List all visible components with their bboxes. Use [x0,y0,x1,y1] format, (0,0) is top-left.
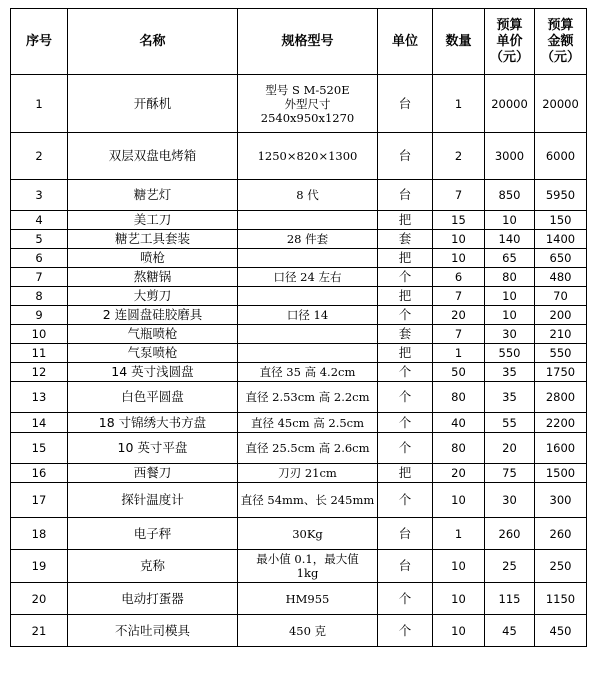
table-row [11,615,587,647]
header-unit-price: 预算 单价 （元） [485,9,535,75]
quantity-cell: 80 [433,433,485,464]
item-name-cell: 西餐刀 [68,464,238,483]
item-name-cell: 熬糖锅 [68,268,238,287]
spec-cell: 28 件套 [238,230,378,249]
item-name-cell: 气瓶喷枪 [68,325,238,344]
unit-price-cell: 65 [485,249,535,268]
item-name-cell: 不沾吐司模具 [68,615,238,647]
item-name-cell: 18 寸锦绣大书方盘 [68,413,238,433]
unit-price-cell: 25 [485,550,535,583]
amount-cell: 150 [535,211,587,230]
spec-cell: 直径 2.53cm 高 2.2cm [238,382,378,413]
unit-cell: 个 [378,382,433,413]
table-row [11,325,587,344]
quantity-cell: 7 [433,287,485,306]
unit-cell: 台 [378,180,433,211]
row-number-cell: 1 [11,75,68,133]
unit-cell: 台 [378,133,433,180]
amount-cell: 70 [535,287,587,306]
item-name-cell: 克称 [68,550,238,583]
quantity-cell: 10 [433,583,485,615]
spec-cell: 口径 24 左右 [238,268,378,287]
budget-sheet [10,8,586,647]
table-row [11,483,587,518]
table-row [11,211,587,230]
unit-price-cell: 10 [485,306,535,325]
row-number-cell: 6 [11,249,68,268]
quantity-cell: 1 [433,344,485,363]
unit-price-cell: 10 [485,287,535,306]
spec-cell: 刀刃 21cm [238,464,378,483]
row-number-cell: 5 [11,230,68,249]
quantity-cell: 7 [433,180,485,211]
quantity-cell: 10 [433,483,485,518]
table-row [11,363,587,382]
quantity-cell: 20 [433,306,485,325]
unit-cell: 把 [378,344,433,363]
spec-cell [238,249,378,268]
unit-price-cell: 260 [485,518,535,550]
spec-cell: 8 代 [238,180,378,211]
spec-cell [238,287,378,306]
unit-cell: 个 [378,413,433,433]
amount-cell: 20000 [535,75,587,133]
amount-cell: 1750 [535,363,587,382]
unit-cell: 把 [378,211,433,230]
row-number-cell: 16 [11,464,68,483]
row-number-cell: 11 [11,344,68,363]
unit-cell: 个 [378,615,433,647]
quantity-cell: 2 [433,133,485,180]
row-number-cell: 10 [11,325,68,344]
item-name-cell: 喷枪 [68,249,238,268]
unit-price-cell: 115 [485,583,535,615]
spec-cell: 直径 35 高 4.2cm [238,363,378,382]
unit-price-cell: 30 [485,325,535,344]
row-number-cell: 20 [11,583,68,615]
amount-cell: 1600 [535,433,587,464]
spec-cell: 直径 45cm 高 2.5cm [238,413,378,433]
spec-cell [238,344,378,363]
row-number-cell: 17 [11,483,68,518]
unit-price-cell: 35 [485,382,535,413]
row-number-cell: 12 [11,363,68,382]
unit-cell: 套 [378,230,433,249]
header-quantity: 数量 [433,9,485,75]
amount-cell: 550 [535,344,587,363]
quantity-cell: 50 [433,363,485,382]
equipment-budget-table [10,8,587,647]
quantity-cell: 7 [433,325,485,344]
quantity-cell: 40 [433,413,485,433]
amount-cell: 210 [535,325,587,344]
unit-cell: 个 [378,433,433,464]
table-row [11,306,587,325]
table-row [11,180,587,211]
spec-cell: 口径 14 [238,306,378,325]
amount-cell: 200 [535,306,587,325]
unit-cell: 个 [378,483,433,518]
item-name-cell: 电子秤 [68,518,238,550]
amount-cell: 1150 [535,583,587,615]
header-spec: 规格型号 [238,9,378,75]
row-number-cell: 3 [11,180,68,211]
item-name-cell: 糖艺工具套装 [68,230,238,249]
unit-price-cell: 55 [485,413,535,433]
unit-cell: 把 [378,249,433,268]
spec-cell: 型号 S M-520E 外型尺寸 2540x950x1270 [238,75,378,133]
table-row [11,464,587,483]
row-number-cell: 2 [11,133,68,180]
item-name-cell: 电动打蛋器 [68,583,238,615]
amount-cell: 260 [535,518,587,550]
item-name-cell: 10 英寸平盘 [68,433,238,464]
quantity-cell: 15 [433,211,485,230]
unit-cell: 把 [378,464,433,483]
unit-price-cell: 75 [485,464,535,483]
unit-price-cell: 30 [485,483,535,518]
spec-cell: 1250×820×1300 [238,133,378,180]
table-body [11,75,587,647]
amount-cell: 2200 [535,413,587,433]
item-name-cell: 气泵喷枪 [68,344,238,363]
table-row [11,382,587,413]
amount-cell: 450 [535,615,587,647]
amount-cell: 5950 [535,180,587,211]
amount-cell: 6000 [535,133,587,180]
item-name-cell: 2 连圆盘硅胶磨具 [68,306,238,325]
amount-cell: 480 [535,268,587,287]
unit-cell: 个 [378,268,433,287]
table-row [11,433,587,464]
table-row [11,230,587,249]
unit-cell: 把 [378,287,433,306]
table-row [11,287,587,306]
amount-cell: 250 [535,550,587,583]
item-name-cell: 糖艺灯 [68,180,238,211]
row-number-cell: 7 [11,268,68,287]
header-no: 序号 [11,9,68,75]
item-name-cell: 美工刀 [68,211,238,230]
spec-cell: HM955 [238,583,378,615]
quantity-cell: 10 [433,615,485,647]
unit-cell: 台 [378,75,433,133]
unit-price-cell: 20 [485,433,535,464]
quantity-cell: 20 [433,464,485,483]
row-number-cell: 13 [11,382,68,413]
amount-cell: 1500 [535,464,587,483]
spec-cell: 直径 25.5cm 高 2.6cm [238,433,378,464]
table-row [11,550,587,583]
unit-cell: 个 [378,306,433,325]
amount-cell: 1400 [535,230,587,249]
spec-cell: 最小值 0.1，最大值 1kg [238,550,378,583]
table-row [11,518,587,550]
unit-cell: 个 [378,583,433,615]
table-row [11,344,587,363]
table-row [11,75,587,133]
amount-cell: 300 [535,483,587,518]
unit-cell: 台 [378,518,433,550]
unit-price-cell: 10 [485,211,535,230]
table-row [11,583,587,615]
quantity-cell: 80 [433,382,485,413]
header-amount: 预算 金额 （元） [535,9,587,75]
spec-cell [238,211,378,230]
row-number-cell: 9 [11,306,68,325]
spec-cell: 450 克 [238,615,378,647]
item-name-cell: 开酥机 [68,75,238,133]
row-number-cell: 15 [11,433,68,464]
header-unit: 单位 [378,9,433,75]
header-name: 名称 [68,9,238,75]
table-row [11,413,587,433]
row-number-cell: 18 [11,518,68,550]
unit-cell: 台 [378,550,433,583]
amount-cell: 650 [535,249,587,268]
spec-cell: 直径 54mm、长 245mm [238,483,378,518]
unit-price-cell: 850 [485,180,535,211]
unit-price-cell: 80 [485,268,535,287]
quantity-cell: 6 [433,268,485,287]
table-row [11,268,587,287]
row-number-cell: 8 [11,287,68,306]
unit-price-cell: 3000 [485,133,535,180]
unit-cell: 套 [378,325,433,344]
amount-cell: 2800 [535,382,587,413]
row-number-cell: 19 [11,550,68,583]
item-name-cell: 探针温度计 [68,483,238,518]
unit-price-cell: 550 [485,344,535,363]
item-name-cell: 14 英寸浅圆盘 [68,363,238,382]
table-row [11,133,587,180]
quantity-cell: 10 [433,230,485,249]
quantity-cell: 10 [433,249,485,268]
row-number-cell: 4 [11,211,68,230]
row-number-cell: 14 [11,413,68,433]
spec-cell [238,325,378,344]
item-name-cell: 大剪刀 [68,287,238,306]
spec-cell: 30Kg [238,518,378,550]
quantity-cell: 1 [433,518,485,550]
unit-price-cell: 20000 [485,75,535,133]
unit-cell: 个 [378,363,433,382]
unit-price-cell: 35 [485,363,535,382]
unit-price-cell: 45 [485,615,535,647]
row-number-cell: 21 [11,615,68,647]
quantity-cell: 1 [433,75,485,133]
item-name-cell: 白色平圆盘 [68,382,238,413]
item-name-cell: 双层双盘电烤箱 [68,133,238,180]
header-row [11,9,587,75]
unit-price-cell: 140 [485,230,535,249]
quantity-cell: 10 [433,550,485,583]
table-row [11,249,587,268]
